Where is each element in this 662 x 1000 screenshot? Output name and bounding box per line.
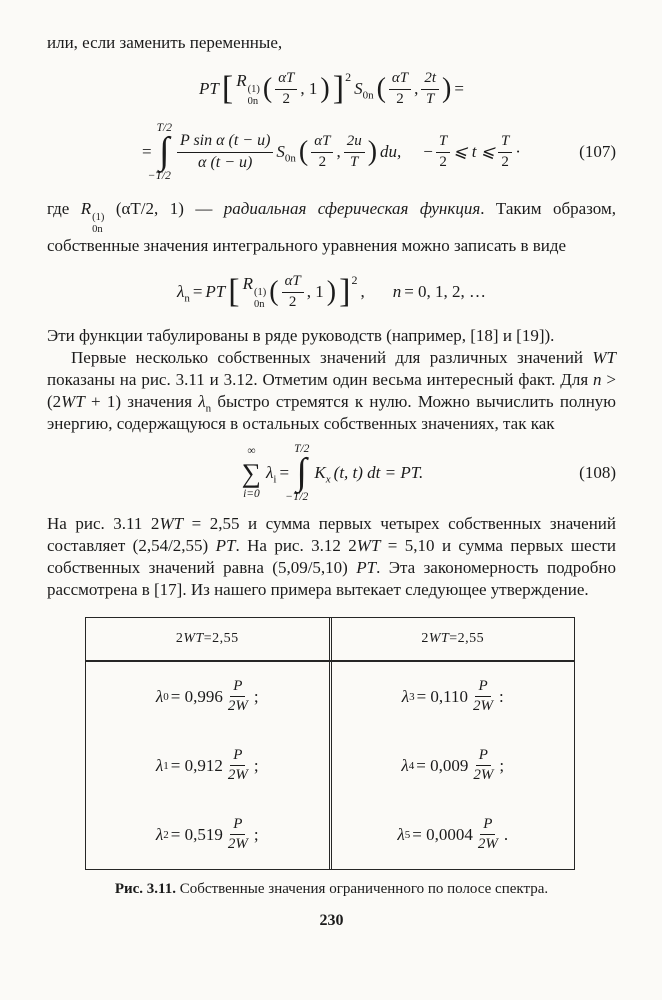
text-segment: > (2 xyxy=(47,370,617,412)
radial-function-symbol xyxy=(236,71,260,107)
math-token: PT xyxy=(356,558,377,578)
text-segment: Эти функции табулированы в ряде руководств (например, [18] и [19]). xyxy=(47,326,555,346)
equation-108 xyxy=(47,441,616,505)
table-header-cell-left xyxy=(86,618,329,660)
math-token: λ xyxy=(176,282,185,302)
denominator: 2W xyxy=(473,767,494,784)
math-token: R xyxy=(242,274,253,294)
subscript: 0n xyxy=(362,89,374,102)
punctuation: ; xyxy=(253,686,259,706)
equation-number: (108) xyxy=(579,463,616,483)
value: = 0,519 xyxy=(170,824,223,844)
numerator: P xyxy=(230,747,245,766)
subscript: x xyxy=(325,473,331,486)
punctuation: ; xyxy=(499,755,505,775)
spheroidal-function-symbol xyxy=(276,142,296,165)
subscript: 0n xyxy=(253,298,265,310)
text-segment: 2 xyxy=(175,631,184,647)
math-token: R xyxy=(80,199,92,218)
table-cell: λ 2 = 0,519 $\frac{P}{2W}$ ; xyxy=(155,815,259,853)
text-segment: Первые несколько собственных значений для различных значений xyxy=(71,348,593,368)
math-token: PT xyxy=(215,536,236,556)
fraction xyxy=(177,132,273,172)
math-token: du, xyxy=(380,142,402,161)
text-segment: = 5,10 и сумма первых шести собственных значений равна (5,09/5,10) xyxy=(47,536,616,578)
gde-paragraph xyxy=(47,198,616,257)
punctuation: ; xyxy=(253,755,259,775)
kernel-symbol xyxy=(314,463,331,486)
spheroidal-function-symbol xyxy=(354,79,374,102)
equals-sign: = xyxy=(279,463,290,483)
math-token: WT xyxy=(428,631,450,647)
math-token: , xyxy=(336,142,341,161)
text-segment: + 1) значения xyxy=(84,392,199,412)
numerator: 2u xyxy=(344,133,365,152)
denominator: 2 xyxy=(318,153,327,170)
fraction xyxy=(436,133,450,171)
eigenvalues-table xyxy=(85,617,575,870)
equals-sign: = xyxy=(454,79,464,98)
right-paren: ) xyxy=(442,73,452,104)
superscript: (1) xyxy=(92,212,105,223)
exponent: 2 xyxy=(345,69,352,84)
value: = 0,110 xyxy=(416,686,469,706)
integral-upper-limit: T/2 xyxy=(294,442,310,455)
numerator: P xyxy=(480,816,495,835)
integral xyxy=(147,121,172,183)
lambda-symbol: λ xyxy=(155,824,164,844)
figure-caption-label: Рис. 3.11. xyxy=(114,881,176,898)
denominator: 2W xyxy=(477,836,498,853)
denominator: T xyxy=(426,90,435,107)
fraction xyxy=(473,678,493,716)
numerator: P xyxy=(475,678,490,697)
math-token: R xyxy=(236,70,247,90)
eigenvalue-equation xyxy=(47,267,616,317)
left-paren: ( xyxy=(269,276,279,308)
punctuation: : xyxy=(499,686,504,706)
text-segment: . Эта закономерность подробно рассмотрена в [17]. Из нашего примера вытекает следующее утверждение. xyxy=(47,558,616,600)
text-segment: =2,55 xyxy=(449,631,485,647)
minus-sign: − xyxy=(423,142,433,161)
numerator: P sin α (t − u) xyxy=(177,132,273,152)
equals-sign: = xyxy=(192,282,203,302)
text-segment: На рис. 3.11 2 xyxy=(47,514,160,534)
radial-function-symbol xyxy=(243,274,267,310)
fraction xyxy=(275,70,297,108)
math-token: WT xyxy=(183,631,204,647)
denominator: 2W xyxy=(227,698,248,715)
radial-function-symbol xyxy=(81,198,105,235)
value: = 0,912 xyxy=(170,755,223,775)
fraction xyxy=(311,133,333,171)
math-token: WT xyxy=(356,536,381,556)
subscript: 0n xyxy=(92,223,103,235)
value: = 0,996 xyxy=(170,686,223,706)
inequality: ⩽ t ⩽ xyxy=(453,142,495,161)
math-token: n xyxy=(593,370,602,390)
math-token: n xyxy=(392,282,402,302)
right-paren: ) xyxy=(320,73,330,104)
text-segment: . На рис. 3.12 2 xyxy=(235,536,357,556)
text-segment: . Таким образом, собственные значения интегрального уравнения можно записать в виде xyxy=(47,199,616,256)
math-token: , 1 xyxy=(300,79,318,98)
text-segment: где xyxy=(47,199,81,218)
sup-sub xyxy=(254,287,266,310)
left-paren: ( xyxy=(298,136,309,167)
subscript: n xyxy=(205,402,212,415)
equation-107-line1 xyxy=(47,66,616,112)
denominator: 2 xyxy=(396,90,404,107)
math-token: PT xyxy=(205,282,226,302)
table-header-cell-right xyxy=(329,618,575,660)
fraction xyxy=(498,133,512,171)
superscript: (1) xyxy=(253,287,267,299)
fraction xyxy=(282,273,304,311)
value: = 0,0004 xyxy=(412,824,473,844)
equation-107-line2 xyxy=(47,114,616,190)
superscript: (1) xyxy=(247,83,260,95)
left-bracket: [ xyxy=(228,273,240,311)
fraction xyxy=(421,70,439,108)
lambda-symbol: λ xyxy=(198,392,206,412)
math-token: WT xyxy=(159,514,184,534)
math-token: S xyxy=(354,79,363,98)
math-token: WT xyxy=(592,348,616,368)
integral-lower-limit: −T/2 xyxy=(147,169,171,182)
math-token: S xyxy=(276,142,285,161)
numerator: 2t xyxy=(421,70,439,89)
numerator: αT xyxy=(311,133,333,152)
numerator: αT xyxy=(275,70,297,89)
lambda-symbol: λ xyxy=(155,755,164,775)
intro-text: или, если заменить переменные, xyxy=(47,33,283,52)
subscript: 0n xyxy=(247,95,259,107)
text-segment: =2,55 xyxy=(203,631,239,647)
text-segment: быстро стремятся к нулю. Можно вычислить полную энергию, содержащуюся в остальных собственных значениях, так как xyxy=(47,392,616,434)
table-body xyxy=(86,662,574,869)
denominator: 2W xyxy=(227,836,248,853)
table-header-row xyxy=(86,618,574,662)
denominator: 2W xyxy=(473,698,494,715)
text-segment: = 2,55 и сумма первых четырех собственных значений составляет (2,54/2,55) xyxy=(47,514,616,556)
right-paren: ) xyxy=(367,136,378,167)
italic-term: радиальная сферическая функция xyxy=(223,199,481,218)
math-token: · xyxy=(515,142,521,161)
summation xyxy=(242,445,261,501)
numerator: P xyxy=(230,816,245,835)
math-token: WT xyxy=(61,392,85,412)
denominator: 2 xyxy=(439,153,447,170)
text-segment: (αT/2, 1) — xyxy=(104,199,224,218)
denominator: T xyxy=(350,153,359,170)
exponent: 2 xyxy=(351,272,358,287)
subscript: 0n xyxy=(284,152,296,165)
lambda-symbol: λ xyxy=(401,686,410,706)
math-token: (t, t) dt = PT. xyxy=(333,463,424,483)
denominator: 2 xyxy=(501,153,509,170)
integral xyxy=(285,442,310,504)
table-cell: λ 3 = 0,110 $\frac{P}{2W}$ : xyxy=(401,677,504,715)
fraction xyxy=(228,816,248,854)
numerator: P xyxy=(230,678,245,697)
equation-number: (107) xyxy=(579,142,616,161)
numerator: αT xyxy=(389,70,411,89)
punctuation: ; xyxy=(253,824,259,844)
math-token: K xyxy=(314,463,326,483)
fraction xyxy=(344,133,365,171)
value: = 0,009 xyxy=(416,755,469,775)
table-cell: λ 1 = 0,912 $\frac{P}{2W}$ ; xyxy=(155,746,259,784)
integral-upper-limit: T/2 xyxy=(156,121,172,134)
table-cell: λ 4 = 0,009 $\frac{P}{2W}$ ; xyxy=(401,746,505,784)
figure-caption xyxy=(47,879,616,899)
sup-sub xyxy=(92,212,104,235)
math-token: PT xyxy=(199,79,219,98)
fraction xyxy=(473,747,493,785)
lambda-symbol: λ xyxy=(401,755,409,775)
table-cell: λ 5 = 0,0004 $\frac{P}{2W}$ . xyxy=(397,815,509,853)
intro-paragraph xyxy=(47,32,616,54)
lambda-symbol xyxy=(176,282,190,305)
sum-icon: ∑ xyxy=(241,457,262,488)
math-token: , xyxy=(414,79,419,98)
text-segment: показаны на рис. 3.11 и 3.12. Отметим один весьма интересный факт. Для xyxy=(47,370,594,390)
table-cell: λ 0 = 0,996 $\frac{P}{2W}$ ; xyxy=(155,677,259,715)
fraction xyxy=(478,816,498,854)
punctuation: . xyxy=(503,824,509,844)
figure-caption-text: Собственные значения ограниченного по полосе спектра. xyxy=(175,881,549,898)
sum-upper-limit: ∞ xyxy=(247,445,256,458)
tabulated-note-paragraph xyxy=(47,325,616,347)
denominator: 2 xyxy=(288,293,297,310)
sup-sub xyxy=(248,84,260,107)
page-number: 230 xyxy=(319,912,344,930)
subscript: n xyxy=(184,292,190,305)
table-column-right xyxy=(329,662,575,869)
right-paren: ) xyxy=(326,276,337,308)
right-bracket: ] xyxy=(332,70,345,107)
math-token: λ xyxy=(266,463,274,483)
denominator: α (t − u) xyxy=(198,153,253,171)
table-column-left xyxy=(86,662,329,869)
first-eigenvalues-paragraph xyxy=(47,347,616,435)
left-bracket: [ xyxy=(221,70,234,107)
fraction xyxy=(228,747,248,785)
fraction xyxy=(228,678,248,716)
denominator: 2W xyxy=(227,767,248,784)
fraction xyxy=(389,70,411,108)
math-token: = 0, 1, 2, … xyxy=(404,282,487,302)
numerator: αT xyxy=(282,273,304,292)
integral-lower-limit: −T/2 xyxy=(285,490,309,503)
equals-sign: = xyxy=(142,142,152,161)
subscript: i xyxy=(273,473,277,486)
lambda-symbol xyxy=(266,463,277,486)
left-paren: ( xyxy=(376,73,386,104)
lambda-symbol: λ xyxy=(397,824,405,844)
numerator: T xyxy=(436,133,450,152)
numerator: P xyxy=(476,747,491,766)
denominator: 2 xyxy=(282,90,291,107)
right-bracket: ] xyxy=(339,273,351,311)
math-token: , xyxy=(360,282,365,302)
left-paren: ( xyxy=(262,73,273,104)
numerator: T xyxy=(498,133,512,152)
lambda-symbol: λ xyxy=(155,686,164,706)
integral-icon: ∫ xyxy=(159,130,170,173)
sum-discussion-paragraph xyxy=(47,513,616,601)
integral-icon: ∫ xyxy=(296,451,307,494)
math-token: , 1 xyxy=(306,282,324,302)
text-segment: 2 xyxy=(421,631,429,647)
sum-lower-limit: i=0 xyxy=(243,488,260,501)
